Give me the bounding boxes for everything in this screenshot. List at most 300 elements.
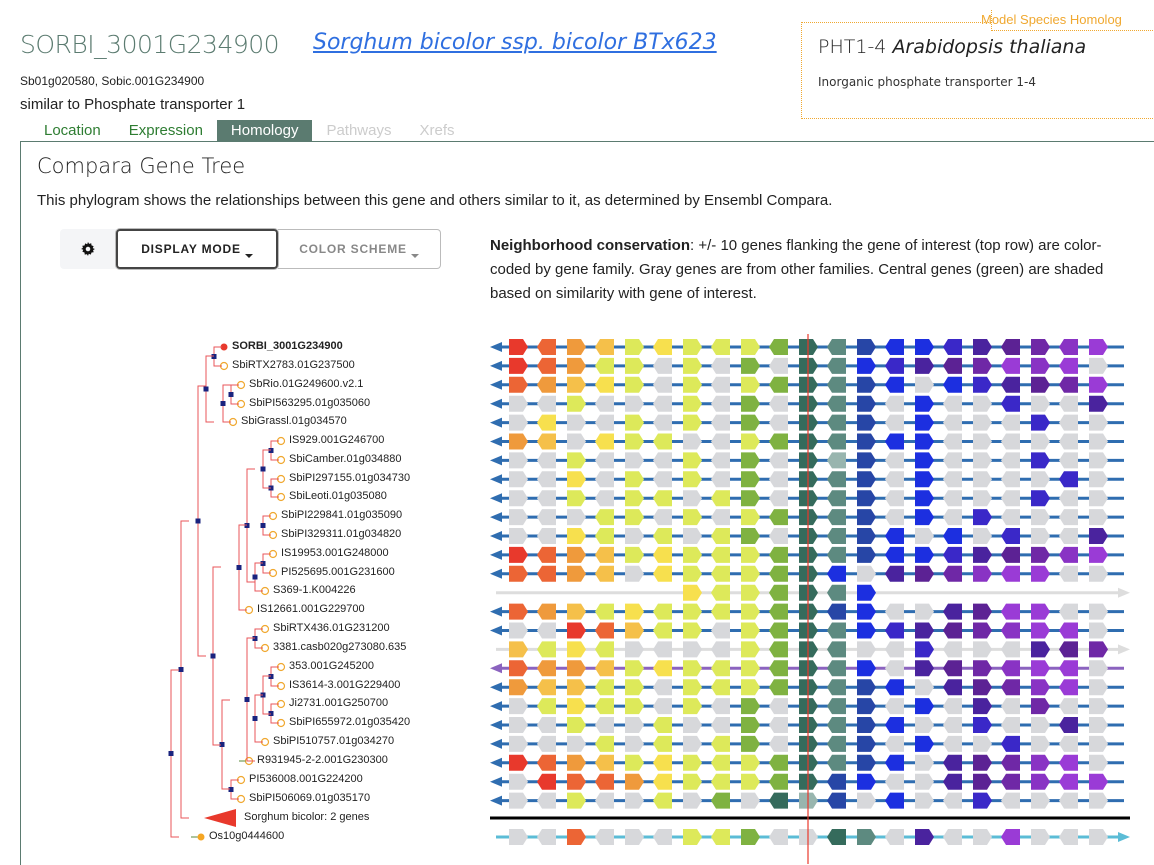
gene-block <box>827 471 846 487</box>
gene-block <box>1001 660 1020 676</box>
gene-block <box>625 471 644 487</box>
gene-block <box>915 452 934 468</box>
gene-block <box>653 547 672 563</box>
gene-block <box>711 434 730 450</box>
gene-block <box>711 679 730 695</box>
gene-block <box>567 755 586 771</box>
gene-block <box>711 415 730 431</box>
gene-block <box>653 509 672 525</box>
tree-leaf-label[interactable]: Sorghum bicolor: 2 genes <box>244 811 370 823</box>
gene-block <box>973 566 992 582</box>
gene-block <box>827 717 846 733</box>
gene-block <box>537 490 556 506</box>
gene-block <box>1031 717 1050 733</box>
tree-node <box>196 519 201 524</box>
tree-node <box>204 387 209 392</box>
gene-block <box>885 623 904 639</box>
tree-leaf-label[interactable]: SbiRTX436.01G231200 <box>273 622 390 634</box>
tree-node <box>261 467 266 472</box>
gene-block <box>769 528 788 544</box>
gene-block <box>683 415 702 431</box>
tree-leaf-label[interactable]: SbiPI563295.01g035060 <box>249 397 371 409</box>
tree-leaf-label[interactable]: Ji2731.001G250700 <box>289 697 389 709</box>
gene-block <box>1001 452 1020 468</box>
gene-block <box>1089 528 1108 544</box>
strand-arrow-icon <box>1118 832 1130 842</box>
gene-block <box>537 566 556 582</box>
gene-block <box>973 660 992 676</box>
gene-block <box>973 434 992 450</box>
gene-block <box>827 641 846 657</box>
gene-block <box>625 604 644 620</box>
gene-block <box>885 509 904 525</box>
gene-block <box>1059 660 1078 676</box>
gene-block <box>595 623 614 639</box>
gene-block <box>741 641 760 657</box>
tree-leaf-label[interactable]: PI525695.001G231600 <box>281 566 395 578</box>
gene-block <box>857 829 876 845</box>
gene-block <box>973 415 992 431</box>
gene-block <box>653 471 672 487</box>
gene-block <box>769 793 788 809</box>
tree-leaf-label[interactable]: 3381.casb020g273080.635 <box>273 641 407 653</box>
gene-block <box>683 604 702 620</box>
neighborhood-legend-title: Neighborhood conservation <box>490 237 691 254</box>
gene-block <box>1031 736 1050 752</box>
gene-block <box>595 736 614 752</box>
gene-block <box>827 679 846 695</box>
gene-block <box>1001 358 1020 374</box>
gene-block <box>885 829 904 845</box>
gene-description: similar to Phosphate transporter 1 <box>20 96 246 113</box>
gene-block <box>741 339 760 355</box>
tab-expression[interactable]: Expression <box>128 122 203 139</box>
gene-block <box>741 471 760 487</box>
gene-block <box>625 679 644 695</box>
gene-block <box>885 679 904 695</box>
gene-block <box>827 547 846 563</box>
gene-block <box>595 829 614 845</box>
gene-block <box>769 509 788 525</box>
display-mode-label: DISPLAY MODE <box>141 242 241 256</box>
gene-block <box>625 641 644 657</box>
gene-block <box>943 509 962 525</box>
gene-block <box>711 793 730 809</box>
gene-block <box>537 755 556 771</box>
gene-block <box>625 396 644 412</box>
gene-block <box>595 717 614 733</box>
gene-block <box>653 339 672 355</box>
strand-arrow-icon <box>490 701 502 711</box>
gene-block <box>1031 566 1050 582</box>
gene-block <box>595 452 614 468</box>
tree-leaf-label[interactable]: S369-1.K004226 <box>273 584 356 596</box>
gene-block <box>741 377 760 393</box>
homolog-species: Arabidopsis thaliana <box>892 36 1087 58</box>
gene-block <box>1031 641 1050 657</box>
tree-leaf-label[interactable]: SbiPI510757.01g034270 <box>273 735 395 747</box>
gene-block <box>857 358 876 374</box>
strand-arrow-icon <box>490 342 502 352</box>
gene-block <box>1059 547 1078 563</box>
strand-arrow-icon <box>490 569 502 579</box>
gene-block <box>509 452 528 468</box>
tree-node <box>261 523 266 528</box>
gene-block <box>915 490 934 506</box>
gene-block <box>595 434 614 450</box>
gene-block <box>857 717 876 733</box>
gene-block <box>509 471 528 487</box>
gene-block <box>653 490 672 506</box>
gene-block <box>711 736 730 752</box>
gene-block <box>915 434 934 450</box>
gene-block <box>653 377 672 393</box>
gene-block <box>973 698 992 714</box>
gene-block <box>973 490 992 506</box>
gene-block <box>741 490 760 506</box>
gene-block <box>1031 377 1050 393</box>
tree-leaf-label[interactable]: SbiPI506069.01g035170 <box>249 792 371 804</box>
gene-block <box>595 547 614 563</box>
gene-block <box>595 566 614 582</box>
gene-block <box>509 717 528 733</box>
gene-block <box>857 698 876 714</box>
gene-block <box>625 717 644 733</box>
gene-block <box>1001 434 1020 450</box>
gene-block <box>741 660 760 676</box>
gene-block <box>741 566 760 582</box>
gene-block <box>1089 641 1108 657</box>
section-title: Compara Gene Tree <box>37 154 246 178</box>
gene-block <box>973 509 992 525</box>
gene-block <box>1059 471 1078 487</box>
gene-block <box>653 660 672 676</box>
gene-block <box>827 623 846 639</box>
gene-block <box>683 377 702 393</box>
gene-block <box>595 490 614 506</box>
tree-leaf-label[interactable]: SbiPI297155.01g034730 <box>289 472 411 484</box>
gene-block <box>943 717 962 733</box>
gene-block <box>509 434 528 450</box>
gene-block <box>1059 604 1078 620</box>
gene-block <box>973 339 992 355</box>
gene-block <box>567 679 586 695</box>
gene-block <box>741 547 760 563</box>
gene-block <box>537 774 556 790</box>
gene-block <box>625 490 644 506</box>
gene-block <box>827 452 846 468</box>
tree-leaf-label[interactable]: SbiCamber.01g034880 <box>289 453 402 465</box>
gene-block <box>973 717 992 733</box>
gene-block <box>915 623 934 639</box>
gene-block <box>885 793 904 809</box>
tree-node <box>237 565 242 570</box>
gene-block <box>1001 755 1020 771</box>
gene-block <box>1059 679 1078 695</box>
gene-block <box>683 623 702 639</box>
gene-block <box>1001 528 1020 544</box>
gene-block <box>567 829 586 845</box>
gene-block <box>769 679 788 695</box>
gene-block <box>653 793 672 809</box>
tree-leaf-label[interactable]: SbRio.01G249600.v2.1 <box>249 378 364 390</box>
gene-block <box>769 774 788 790</box>
gene-block <box>769 415 788 431</box>
gene-block <box>567 566 586 582</box>
gene-block <box>741 358 760 374</box>
gene-block <box>769 547 788 563</box>
tree-leaf-label[interactable]: Os10g0444600 <box>209 830 285 842</box>
gene-block <box>683 736 702 752</box>
gene-block <box>683 829 702 845</box>
gene-block <box>509 793 528 809</box>
gene-block <box>595 793 614 809</box>
gene-block <box>885 566 904 582</box>
gene-block <box>915 679 934 695</box>
gene-block <box>683 396 702 412</box>
gene-block <box>915 660 934 676</box>
gene-block <box>741 736 760 752</box>
gene-block <box>1089 679 1108 695</box>
tree-leaf-label[interactable]: IS3614-3.001G229400 <box>289 679 401 691</box>
gene-block <box>567 339 586 355</box>
gene-block <box>1031 793 1050 809</box>
gene-block <box>711 717 730 733</box>
gene-block <box>711 566 730 582</box>
gene-block <box>741 774 760 790</box>
gene-block <box>943 566 962 582</box>
gene-block <box>885 396 904 412</box>
gene-block <box>1031 829 1050 845</box>
gene-block <box>1001 547 1020 563</box>
gene-block <box>915 641 934 657</box>
gene-block <box>1089 566 1108 582</box>
gene-block <box>625 829 644 845</box>
gene-block <box>857 377 876 393</box>
gene-block <box>1059 452 1078 468</box>
strand-arrow-icon <box>1118 588 1130 598</box>
gene-block <box>711 698 730 714</box>
strand-arrow-icon <box>490 796 502 806</box>
gene-block <box>537 717 556 733</box>
gene-block <box>973 736 992 752</box>
gene-block <box>943 736 962 752</box>
gene-block <box>537 829 556 845</box>
gene-block <box>567 698 586 714</box>
gene-block <box>915 774 934 790</box>
gene-block <box>537 434 556 450</box>
strand-arrow-icon <box>490 418 502 428</box>
gene-block <box>567 358 586 374</box>
gene-block <box>1089 547 1108 563</box>
gene-block <box>625 434 644 450</box>
gene-block <box>943 641 962 657</box>
gene-block <box>827 528 846 544</box>
gene-block <box>567 660 586 676</box>
tree-leaf-label[interactable]: SbiLeoti.01g035080 <box>289 490 387 502</box>
gene-block <box>741 717 760 733</box>
gene-block <box>741 679 760 695</box>
tree-node <box>221 401 226 406</box>
gene-block <box>653 829 672 845</box>
gene-block <box>625 358 644 374</box>
gene-block <box>711 396 730 412</box>
tree-leaf-label[interactable]: R931945-2-2.001G230300 <box>257 754 388 766</box>
gene-block <box>567 547 586 563</box>
gene-block <box>595 604 614 620</box>
neighborhood-legend-text: : +/- 10 genes flanking the gene of interest (top row) are color-coded by gene family. Gray genes are from other families. Central genes (green) are shaded based on similarity with gene of interest. <box>490 237 1104 302</box>
gene-block <box>769 452 788 468</box>
gene-block <box>595 641 614 657</box>
gene-block <box>769 358 788 374</box>
gene-block <box>1089 793 1108 809</box>
gene-block <box>973 604 992 620</box>
gene-block <box>769 377 788 393</box>
gene-block <box>683 717 702 733</box>
tree-leaf-label[interactable]: SbiPI229841.01g035090 <box>281 509 403 521</box>
gene-block <box>857 471 876 487</box>
gene-block <box>537 528 556 544</box>
gene-block <box>537 547 556 563</box>
tree-node <box>169 751 174 756</box>
gene-block <box>711 774 730 790</box>
gene-block <box>1031 528 1050 544</box>
gene-block <box>857 396 876 412</box>
gene-block <box>885 434 904 450</box>
tree-leaf-label[interactable]: IS12661.001G229700 <box>257 603 365 615</box>
tree-leaf-label[interactable]: IS929.001G246700 <box>289 434 385 446</box>
homolog-description: Inorganic phosphate transporter 1-4 <box>818 75 1037 89</box>
gene-block <box>741 698 760 714</box>
gene-block <box>857 623 876 639</box>
gene-block <box>1059 490 1078 506</box>
gene-block <box>595 509 614 525</box>
gene-block <box>653 415 672 431</box>
gene-block <box>567 415 586 431</box>
gene-block <box>915 698 934 714</box>
gene-block <box>567 717 586 733</box>
gene-block <box>595 377 614 393</box>
tree-leaf-label[interactable]: SORBI_3001G234900 <box>232 340 343 352</box>
gene-block <box>973 641 992 657</box>
gene-block <box>625 509 644 525</box>
gene-block <box>509 377 528 393</box>
gene-block <box>653 528 672 544</box>
gene-block <box>1089 509 1108 525</box>
gene-block <box>509 358 528 374</box>
gene-block <box>943 660 962 676</box>
gene-block <box>537 604 556 620</box>
gene-block <box>943 396 962 412</box>
color-scheme-label: COLOR SCHEME <box>299 242 407 256</box>
gene-block <box>1031 471 1050 487</box>
gene-block <box>595 415 614 431</box>
gene-block <box>653 604 672 620</box>
section-description: This phylogram shows the relationships between this gene and others similar to it, as determined by Ensembl Compara. <box>37 192 833 209</box>
gene-block <box>1059 528 1078 544</box>
gene-block <box>827 509 846 525</box>
gene-block <box>827 339 846 355</box>
tab-location[interactable]: Location <box>44 122 101 139</box>
gene-block <box>509 415 528 431</box>
gene-block <box>943 490 962 506</box>
species-link[interactable]: Sorghum bicolor ssp. bicolor BTx623 <box>313 30 717 55</box>
gene-block <box>711 358 730 374</box>
gene-block <box>683 452 702 468</box>
gene-block <box>1001 566 1020 582</box>
gene-block <box>741 452 760 468</box>
gene-block <box>915 566 934 582</box>
tree-leaf-label[interactable]: IS19953.001G248000 <box>281 547 389 559</box>
tree-leaf-label[interactable]: PI536008.001G224200 <box>249 773 363 785</box>
gene-block <box>769 604 788 620</box>
gene-block <box>915 528 934 544</box>
gene-block <box>1059 339 1078 355</box>
gene-block <box>653 396 672 412</box>
gene-block <box>595 679 614 695</box>
strand-arrow-icon <box>490 437 502 447</box>
gene-block <box>711 604 730 620</box>
gene-block <box>567 452 586 468</box>
gene-block <box>827 698 846 714</box>
gene-block <box>1001 736 1020 752</box>
gene-block <box>943 434 962 450</box>
gene-block <box>1001 641 1020 657</box>
gene-block <box>683 358 702 374</box>
gene-block <box>1031 755 1050 771</box>
tree-node <box>245 697 250 702</box>
tab-homology[interactable]: Homology <box>217 120 313 142</box>
tree-leaf-label[interactable]: SbiGrassl.01g034570 <box>241 415 347 427</box>
tree-node <box>253 716 258 721</box>
tree-node <box>211 654 216 659</box>
gene-block <box>915 604 934 620</box>
gene-block <box>943 679 962 695</box>
tree-leaf-label[interactable]: SbiPI655972.01g035420 <box>289 716 411 728</box>
gene-block <box>595 660 614 676</box>
gene-block <box>769 717 788 733</box>
tree-leaf-label[interactable]: SbiPI329311.01g034820 <box>281 528 402 540</box>
gene-block <box>1031 623 1050 639</box>
gene-block <box>1059 566 1078 582</box>
gene-block <box>1059 793 1078 809</box>
gene-block <box>857 434 876 450</box>
gene-block <box>827 660 846 676</box>
strand-arrow-icon <box>490 399 502 409</box>
gene-block <box>625 452 644 468</box>
gene-block <box>973 793 992 809</box>
gene-block <box>537 793 556 809</box>
gene-block <box>827 566 846 582</box>
gene-block <box>1089 339 1108 355</box>
gene-block <box>857 566 876 582</box>
tree-leaf-label[interactable]: SbiRTX2783.01G237500 <box>232 359 355 371</box>
gene-block <box>943 793 962 809</box>
gene-block <box>1031 396 1050 412</box>
gene-block <box>1031 660 1050 676</box>
gene-block <box>537 339 556 355</box>
gene-block <box>509 339 528 355</box>
tree-leaf-label[interactable]: 353.001G245200 <box>289 660 375 672</box>
gene-block <box>915 509 934 525</box>
gene-block <box>857 793 876 809</box>
gene-block <box>509 490 528 506</box>
gene-block <box>625 415 644 431</box>
strand-arrow-icon <box>490 531 502 541</box>
gene-block <box>567 641 586 657</box>
gene-block <box>857 528 876 544</box>
gene-block <box>915 415 934 431</box>
